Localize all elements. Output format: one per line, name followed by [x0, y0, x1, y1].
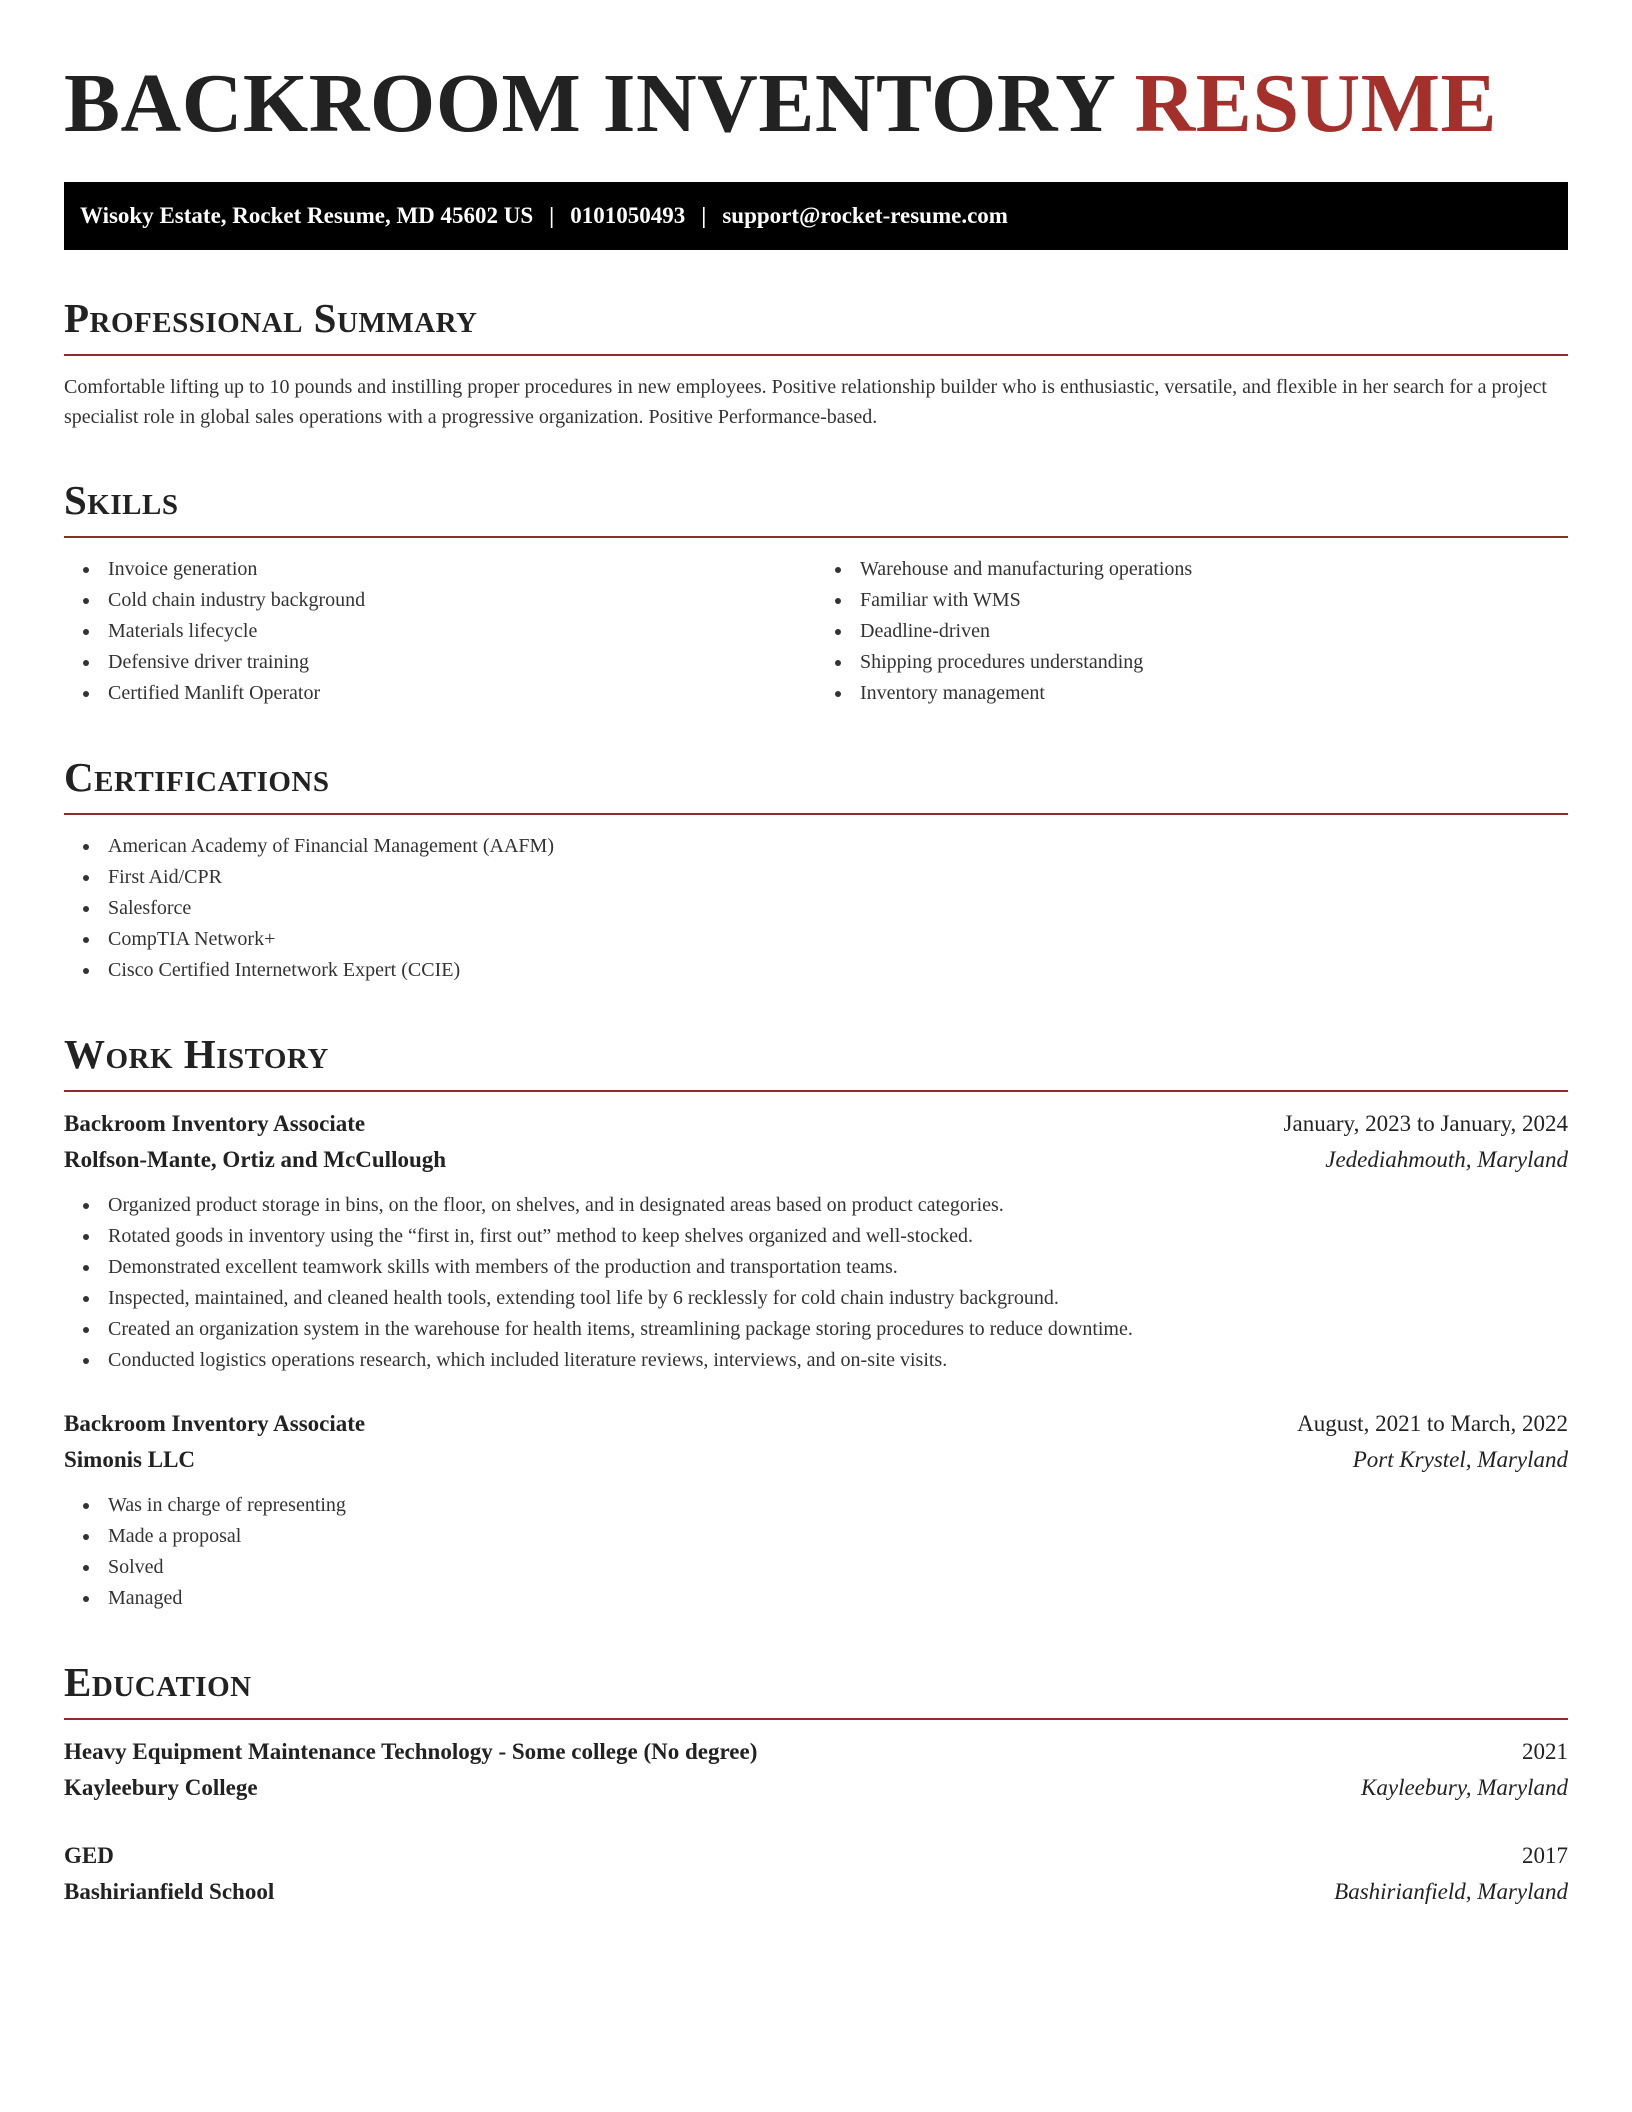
skill-item: Shipping procedures understanding — [816, 647, 1568, 678]
section-heading: Professional Summary — [64, 294, 1568, 356]
job-location: Jedediahmouth, Maryland — [1325, 1147, 1568, 1172]
certifications-list — [64, 831, 1568, 986]
certification-item: Salesforce — [64, 893, 1568, 924]
skill-item: Familiar with WMS — [816, 585, 1568, 616]
job-bullet: Created an organization system in the warehouse for health items, streamlining package storing procedures to reduce downtime. — [64, 1314, 1568, 1345]
section-heading: Certifications — [64, 753, 1568, 815]
contact-email[interactable]: support@rocket-resume.com — [722, 203, 1008, 228]
contact-address: Wisoky Estate, Rocket Resume, MD 45602 US — [80, 203, 534, 228]
job-title: Backroom Inventory Associate — [64, 1111, 366, 1136]
education-school-row — [64, 1770, 1568, 1806]
job-bullet: Rotated goods in inventory using the “first in, first out” method to keep shelves organized and well-stocked. — [64, 1221, 1568, 1252]
job-company: Rolfson-Mante, Ortiz and McCullough — [64, 1147, 447, 1172]
education-degree-row — [64, 1734, 1568, 1770]
skill-item: Inventory management — [816, 678, 1568, 709]
education-degree: Heavy Equipment Maintenance Technology - Some college (No degree) — [64, 1739, 758, 1764]
skill-item: Invoice generation — [64, 554, 816, 585]
contact-phone: 0101050493 — [570, 203, 686, 228]
education-school: Bashirianfield School — [64, 1879, 275, 1904]
job-company: Simonis LLC — [64, 1447, 196, 1472]
certification-item: CompTIA Network+ — [64, 924, 1568, 955]
summary-text: Comfortable lifting up to 10 pounds and instilling proper procedures in new employees. Positive relationship builder who is enthusiastic, versatile, and flexible in her search for a project specialist role in global sales operations with a progressive organization. Positive Performance-based. — [64, 376, 1547, 428]
skill-item: Materials lifecycle — [64, 616, 816, 647]
section-heading: Work History — [64, 1030, 1568, 1092]
contact-separator: | — [549, 203, 555, 228]
job-bullet: Demonstrated excellent teamwork skills with members of the production and transportation teams. — [64, 1252, 1568, 1283]
skills-list-right — [816, 554, 1568, 709]
job-bullet: Solved — [64, 1552, 1568, 1583]
section-heading: Education — [64, 1658, 1568, 1720]
job-location: Port Krystel, Maryland — [1352, 1447, 1568, 1472]
job-bullets — [64, 1190, 1568, 1376]
job-company-row — [64, 1442, 1568, 1478]
skills-columns — [64, 554, 1568, 709]
education-school-row — [64, 1874, 1568, 1910]
job-dates: August, 2021 to March, 2022 — [1297, 1411, 1568, 1436]
job-bullet: Conducted logistics operations research, which included literature reviews, interviews, and on-site visits. — [64, 1345, 1568, 1376]
education-degree: GED — [64, 1843, 114, 1868]
contact-separator: | — [701, 203, 707, 228]
job-bullet: Organized product storage in bins, on the floor, on shelves, and in designated areas based on product categories. — [64, 1190, 1568, 1221]
job-bullets — [64, 1490, 1568, 1614]
education-entry — [64, 1734, 1568, 1806]
job-entry — [64, 1406, 1568, 1614]
education-location: Kayleebury, Maryland — [1361, 1775, 1568, 1800]
skill-item: Certified Manlift Operator — [64, 678, 816, 709]
resume-title — [64, 56, 1568, 152]
education-entry — [64, 1838, 1568, 1910]
skills-section — [64, 476, 1568, 709]
education-location: Bashirianfield, Maryland — [1334, 1879, 1568, 1904]
section-heading: Skills — [64, 476, 1568, 538]
certifications-section — [64, 753, 1568, 986]
skill-item: Cold chain industry background — [64, 585, 816, 616]
job-bullet: Made a proposal — [64, 1521, 1568, 1552]
job-bullet: Managed — [64, 1583, 1568, 1614]
job-header-row — [64, 1106, 1568, 1142]
education-year: 2017 — [1522, 1843, 1568, 1868]
certification-item: American Academy of Financial Management (AAFM) — [64, 831, 1568, 862]
job-bullet: Inspected, maintained, and cleaned health tools, extending tool life by 6 recklessly for cold chain industry background. — [64, 1283, 1568, 1314]
skill-item: Warehouse and manufacturing operations — [816, 554, 1568, 585]
contact-bar — [64, 182, 1568, 250]
title-accent: RESUME — [1134, 57, 1498, 150]
education-degree-row — [64, 1838, 1568, 1874]
job-company-row — [64, 1142, 1568, 1178]
work-history-section — [64, 1030, 1568, 1614]
professional-summary-section — [64, 294, 1568, 432]
education-section — [64, 1658, 1568, 1910]
job-header-row — [64, 1406, 1568, 1442]
skills-list-left — [64, 554, 816, 709]
job-entry — [64, 1106, 1568, 1376]
skill-item: Defensive driver training — [64, 647, 816, 678]
certification-item: First Aid/CPR — [64, 862, 1568, 893]
job-bullet: Was in charge of representing — [64, 1490, 1568, 1521]
skill-item: Deadline-driven — [816, 616, 1568, 647]
education-school: Kayleebury College — [64, 1775, 258, 1800]
job-title: Backroom Inventory Associate — [64, 1411, 366, 1436]
job-dates: January, 2023 to January, 2024 — [1283, 1111, 1568, 1136]
title-main: BACKROOM INVENTORY — [64, 57, 1114, 150]
certification-item: Cisco Certified Internetwork Expert (CCIE) — [64, 955, 1568, 986]
education-year: 2021 — [1522, 1739, 1568, 1764]
